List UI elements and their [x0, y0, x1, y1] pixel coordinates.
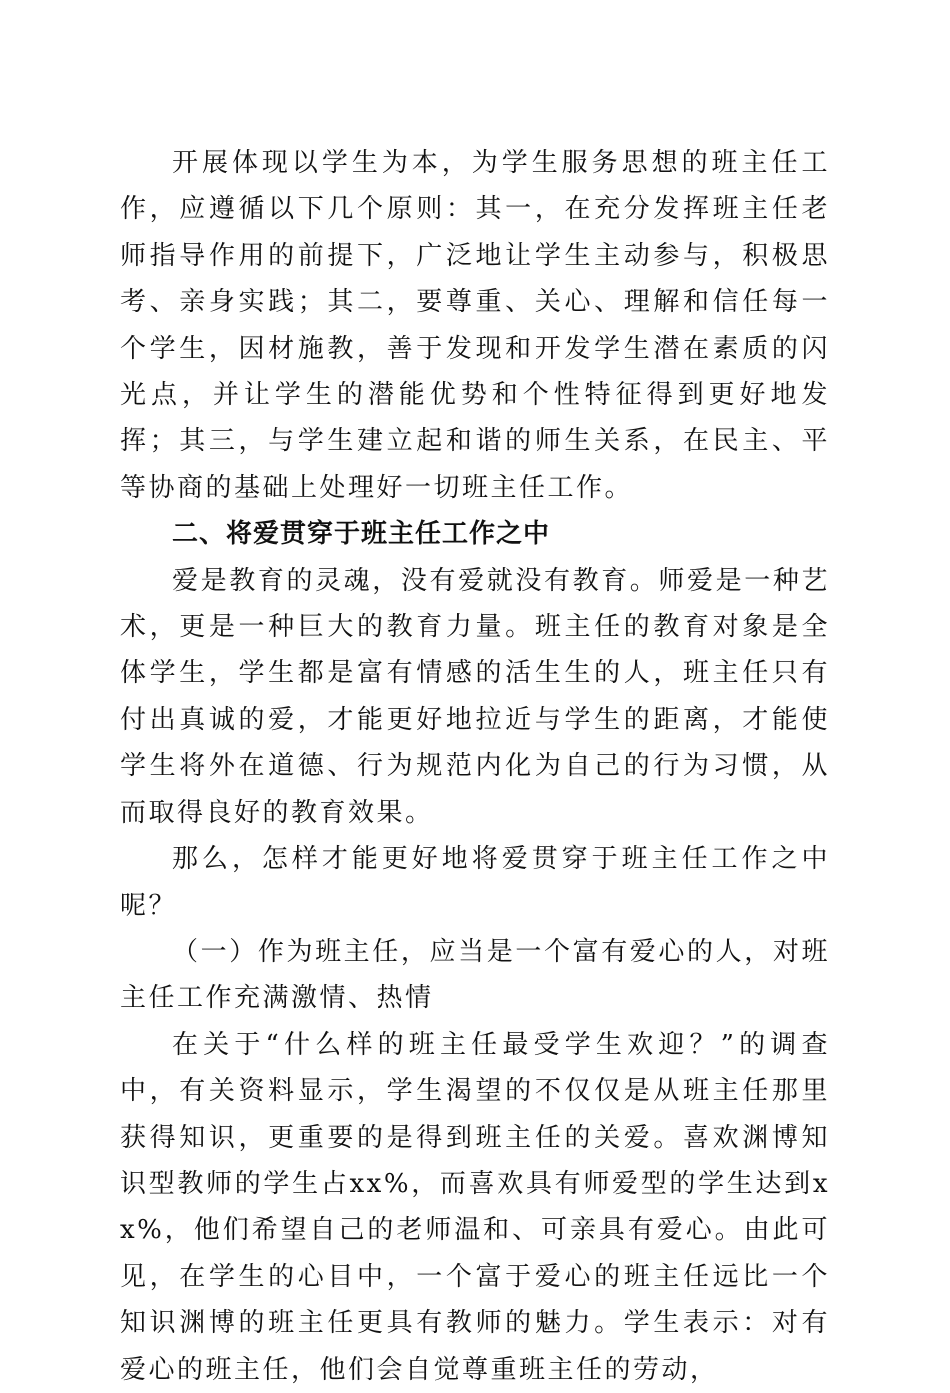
section-heading-2: 二、将爱贯穿于班主任工作之中: [172, 519, 551, 550]
paragraph-love-soul: 爱是教育的灵魂，没有爱就没有教育。师爱是一种艺术，更是一种巨大的教育力量。班主任的教育对象是全体学生，学生都是富有情感的活生生的人，班主任只有付出真诚的爱，才能更好地拉近与学生的距离，才能使学生将外在道德、行为规范内化为自己的行为习惯，从而取得良好的教育效果。: [120, 565, 830, 828]
subsection-heading-1: （一）作为班主任，应当是一个富有爱心的人，对班主任工作充满激情、热情: [120, 936, 830, 1014]
document-body: [120, 140, 830, 1393]
paragraph-survey: 在关于“什么样的班主任最受学生欢迎？”的调查中，有关资料显示，学生渴望的不仅仅是从班主任那里获得知识，更重要的是得到班主任的关爱。喜欢渊博知识型教师的学生占xx%，而喜欢具有师爱型的学生达到xx%，他们希望自己的老师温和、可亲具有爱心。由此可见，在学生的心目中，一个富于爱心的班主任远比一个知识渊博的班主任更具有教师的魅力。学生表示：对有爱心的班主任，他们会自觉尊重班主任的劳动，: [120, 1029, 830, 1385]
paragraph-principles: 开展体现以学生为本，为学生服务思想的班主任工作，应遵循以下几个原则：其一，在充分发挥班主任老师指导作用的前提下，广泛地让学生主动参与，积极思考、亲身实践；其二，要尊重、关心、理解和信任每一个学生，因材施教，善于发现和开发学生潜在素质的闪光点，并让学生的潜能优势和个性特征得到更好地发挥；其三，与学生建立起和谐的师生关系，在民主、平等协商的基础上处理好一切班主任工作。: [120, 148, 830, 503]
paragraph-question: 那么，怎样才能更好地将爱贯穿于班主任工作之中呢？: [120, 844, 830, 921]
